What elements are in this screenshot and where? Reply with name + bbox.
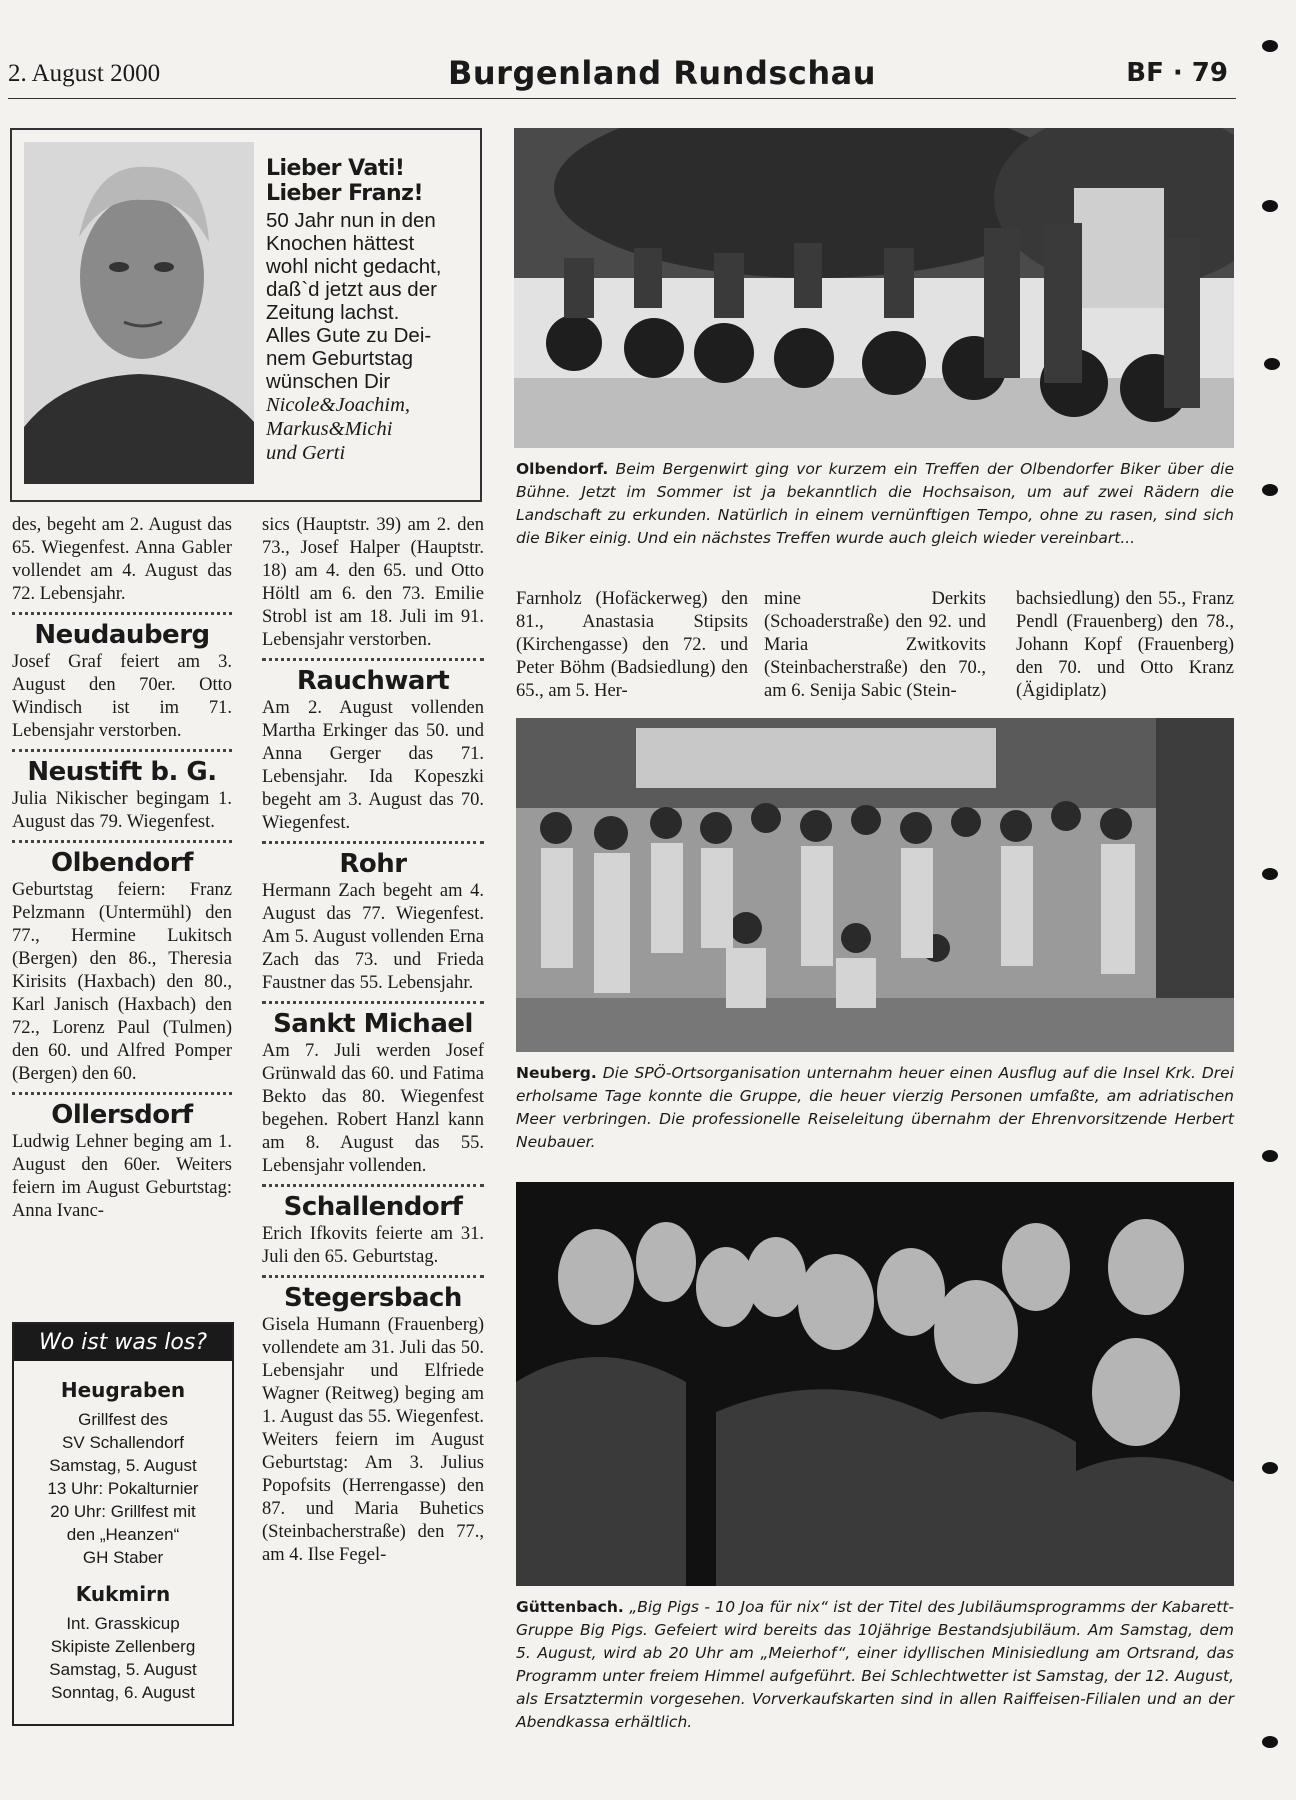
article-text: Erich Ifkovits feierte am 31. Juli den 65. Geburtstag.: [262, 1224, 484, 1267]
event-line: Int. Grasskicup: [66, 1614, 180, 1633]
article-text: Julia Nikischer begingam 1. August das 79. Wiegenfest.: [12, 789, 232, 832]
town-heading: Rauchwart: [296, 666, 450, 696]
column-3b: [764, 588, 986, 703]
divider: [262, 1275, 484, 1278]
event-line: Skipiste Zellenberg: [50, 1637, 196, 1656]
scan-mark: [1262, 1150, 1278, 1162]
event-line: Samstag, 5. August: [49, 1456, 197, 1475]
divider: [12, 840, 232, 843]
divider: [12, 1092, 232, 1095]
portrait-image: [24, 142, 254, 484]
article-text: Geburtstag feiern: Franz Pelzmann (Untermühl) den 77., Hermine Lukitsch (Bergen) den 86., Theresia Kirisits (Haxbach) den 80., Karl Janisch (Haxbach) den 72., Lorenz Paul (Tulmen) den 60. und Alfred Pomper (Bergen) den 60.: [12, 880, 232, 1084]
town-heading: Sankt Michael: [273, 1009, 473, 1039]
town-heading: Neustift b. G.: [27, 757, 217, 787]
photo-olbendorf-bikers: [514, 128, 1234, 448]
caption-text: Beim Bergenwirt ging vor kurzem ein Treffen der Olbendorfer Biker über die Bühne. Jetzt im Sommer ist ja bekanntlich die Hochsaison, um auf zwei Rädern die Landschaft zu erkunden. Natürlich in einem vernünftigen Tempo, ohne zu rasen, sind sich die Biker einig. Und ein nächstes Treffen wurde auch gleich wieder vereinbart...: [516, 460, 1234, 547]
event-place: Heugraben: [60, 1378, 186, 1402]
event-line: SV Schallendorf: [62, 1433, 184, 1452]
caption-place: Olbendorf.: [516, 460, 609, 478]
caption-neuberg: [516, 1062, 1234, 1154]
column-3c: [1016, 588, 1234, 703]
scan-mark: [1262, 200, 1278, 212]
announcement-line: wohl nicht gedacht,: [266, 255, 442, 278]
photo-guettenbach-bigpigs: [516, 1182, 1234, 1586]
article-text: Josef Graf feiert am 3. August den 70er. Otto Windisch ist im 71. Lebensjahr verstorben.: [12, 652, 232, 741]
page-header: [8, 52, 1236, 99]
announcement-line: nem Geburtstag: [266, 347, 413, 370]
scan-mark: [1262, 868, 1278, 880]
caption-text: Die SPÖ-Ortsorganisation unternahm heuer einen Ausflug auf die Insel Krk. Drei erholsame Tage konnte die Gruppe, die heuer vierzig Personen umfaßte, am adriatischen Meer verbringen. Die professionelle Reiseleitung übernahm der Ehrenvorsitzende Herbert Neubauer.: [516, 1064, 1234, 1151]
town-heading: Stegersbach: [284, 1283, 462, 1313]
group-image: [516, 718, 1234, 1052]
article-text: Gisela Humann (Frauenberg) vollendete am 31. Juli das 50. Lebensjahr und Elfriede Wagner (Reitweg) beging am 1. August das 55. Wiegenfest. Weiters feiern im August Geburtstag: Am 3. Julius Popofsits (Herrengasse) den 87. und Maria Buhetics (Steinbacherstraße) den 77., am 4. Ilse Fegel-: [262, 1315, 484, 1565]
announcement-title: Lieber Vati! Lieber Franz!: [266, 156, 423, 206]
issue-date: 2. August 2000: [8, 60, 161, 87]
event-line: 20 Uhr: Grillfest mit: [50, 1502, 196, 1521]
photo-neuberg-group: [516, 718, 1234, 1052]
event-line: Grillfest des: [78, 1410, 168, 1429]
scan-mark: [1264, 358, 1280, 370]
event-line: Sonntag, 6. August: [51, 1683, 195, 1702]
page-number: BF · 79: [1126, 58, 1228, 88]
article-text: Hermann Zach begeht am 4. August das 77. Wiegenfest. Am 5. August vollenden Erna Zach das 73. und Frieda Faustner das 55. Lebensjahr.: [262, 881, 484, 993]
portrait-photo: [24, 142, 254, 484]
announcement-line: 50 Jahr nun in den: [266, 209, 436, 232]
announcement-line: Knochen hättest: [266, 232, 415, 255]
scan-mark: [1262, 40, 1278, 52]
announcement-line: Zeitung lachst.: [266, 301, 400, 324]
event-line: Samstag, 5. August: [49, 1660, 197, 1679]
divider: [12, 612, 232, 615]
events-box-title: Wo ist was los?: [14, 1324, 232, 1361]
article-text: Ludwig Lehner beging am 1. August den 60er. Weiters feiern im August Geburtstag: Anna Ivanc-: [12, 1132, 232, 1221]
column-1: [12, 514, 232, 1223]
band-image: [516, 1182, 1234, 1586]
column-2: [262, 514, 484, 1567]
newspaper-title: Burgenland Rundschau: [448, 54, 877, 92]
event-line: den „Heanzen“: [66, 1525, 180, 1544]
birthday-announcement: [10, 128, 482, 502]
divider: [262, 1184, 484, 1187]
scan-mark: [1262, 1462, 1278, 1474]
town-heading: Neudauberg: [34, 620, 210, 650]
article-text: Farnholz (Hofäckerweg) den 81., Anastasia Stipsits (Kirchengasse) den 72. und Peter Böhm (Badsiedlung) den 65., am 5. Her-: [516, 589, 748, 701]
announcement-line: wünschen Dir: [266, 370, 391, 393]
event-line: 13 Uhr: Pokalturnier: [47, 1479, 199, 1498]
divider: [262, 658, 484, 661]
caption-place: Güttenbach.: [516, 1598, 624, 1616]
caption-guettenbach: [516, 1596, 1234, 1734]
divider: [262, 841, 484, 844]
events-box: [12, 1322, 234, 1726]
column-3a: [516, 588, 748, 703]
caption-text: „Big Pigs - 10 Joa für nix“ ist der Titel des Jubiläumsprogramms der Kabarett-Gruppe Big Pigs. Gefeiert wird bereits das 10jährige Bestandsjubiläum. Am Samstag, dem 5. August, wird ab 20 Uhr am „Meierhof“, einer idyllischen Minisiedlung am Ortsrand, das Programm unter freiem Himmel aufgeführt. Bei Schlechtwetter ist Samstag, der 12. August, als Ersatztermin vorgesehen. Vorverkaufskarten sind in allen Raiffeisen-Filialen und an der Abendkassa erhältlich.: [516, 1598, 1234, 1731]
signature-line: und Gerti: [266, 442, 346, 464]
caption-place: Neuberg.: [516, 1064, 597, 1082]
town-heading: Rohr: [339, 849, 407, 879]
town-heading: Schallendorf: [283, 1192, 463, 1222]
article-text: bachsiedlung) den 55., Franz Pendl (Frauenberg) den 78., Johann Kopf (Frauenberg) den 70. und Otto Kranz (Ägidiplatz): [1016, 589, 1234, 701]
caption-olbendorf: [516, 458, 1234, 550]
article-text: des, begeht am 2. August das 65. Wiegenfest. Anna Gabler vollendet am 4. August das 72. Lebensjahr.: [12, 515, 232, 604]
scan-mark: [1262, 1736, 1278, 1748]
announcement-line: Alles Gute zu Dei-: [266, 324, 432, 347]
event-place: Kukmirn: [75, 1582, 171, 1606]
town-heading: Ollersdorf: [51, 1100, 193, 1130]
article-text: Am 2. August vollenden Martha Erkinger das 50. und Anna Gerger das 71. Lebensjahr. Ida Kopeszki begeht am 3. August das 70. Wiegenfest.: [262, 698, 484, 833]
bikers-image: [514, 128, 1234, 448]
article-text: Am 7. Juli werden Josef Grünwald das 60. und Fatima Bekto das 80. Wiegenfest begehen. Robert Hanzl kann am 8. August das 55. Lebensjahr vollenden.: [262, 1041, 484, 1176]
announcement-line: daß`d jetzt aus der: [266, 278, 437, 301]
announcement-text: [266, 156, 470, 465]
article-text: sics (Hauptstr. 39) am 2. den 73., Josef Halper (Hauptstr. 18) am 4. den 65. und Otto Höltl am 6. den 73. Emilie Strobl ist am 18. Juli im 91. Lebensjahr verstorben.: [262, 515, 484, 650]
town-heading: Olbendorf: [51, 848, 193, 878]
event-line: GH Staber: [82, 1548, 164, 1567]
article-text: mine Derkits (Schoaderstraße) den 92. und Maria Zwitkovits (Steinbacherstraße) den 70., am 6. Senija Sabic (Stein-: [764, 589, 986, 701]
divider: [12, 749, 232, 752]
divider: [262, 1001, 484, 1004]
scan-mark: [1262, 484, 1278, 496]
signature-line: Nicole&Joachim,: [266, 394, 411, 416]
signature-line: Markus&Michi: [266, 418, 393, 440]
